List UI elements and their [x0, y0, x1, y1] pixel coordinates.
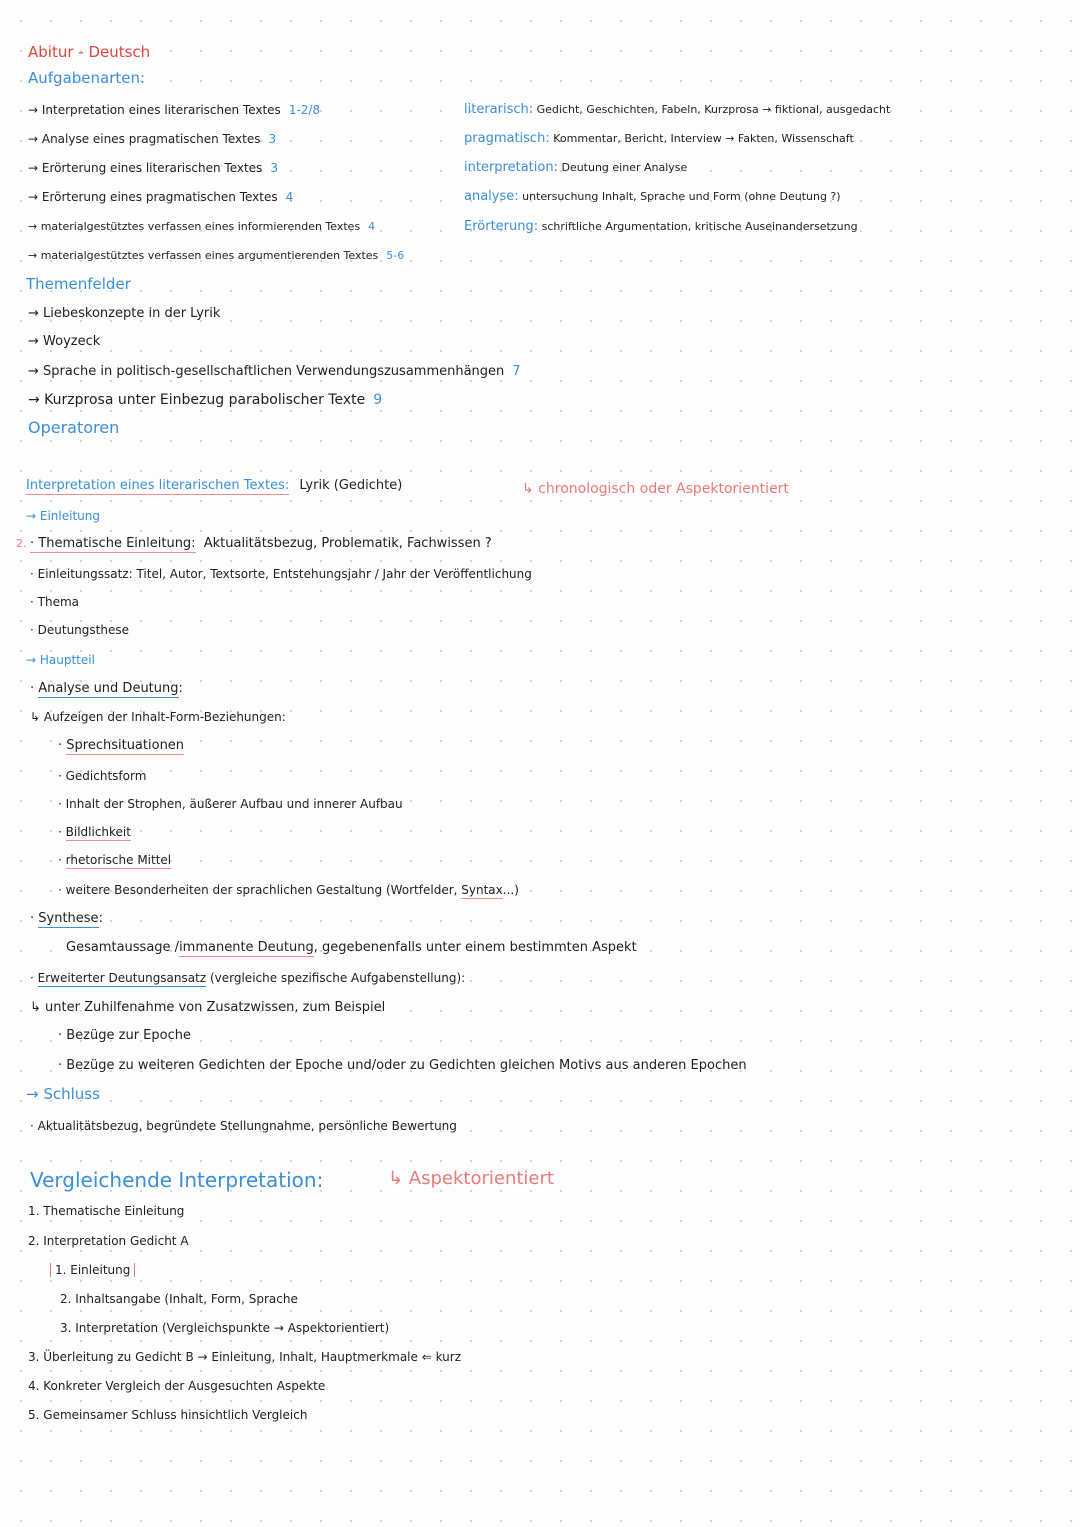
interpretation-note: ↳ chronologisch oder Aspektorientiert: [522, 481, 789, 497]
hauptteil-heading: → Hauptteil: [26, 653, 95, 667]
schluss-text: · Aktualitätsbezug, begründete Stellungnahme, persönliche Bewertung: [30, 1119, 457, 1133]
list-item: → Kurzprosa unter Einbezug parabolischer Texte 9: [28, 392, 383, 408]
themenfelder-heading: Themenfelder: [26, 275, 131, 293]
gesamtaussage: Gesamtaussage /immanente Deutung, gegebenenfalls unter einem bestimmten Aspekt: [66, 940, 637, 955]
vergleichende-heading: Vergleichende Interpretation:: [30, 1168, 324, 1192]
list-item: 3. Interpretation (Vergleichspunkte → Aspektorientiert): [60, 1321, 390, 1335]
marker: 2.: [16, 537, 27, 550]
vergleichende-note: ↳ Aspektorientiert: [388, 1168, 554, 1189]
thematische-einleitung: · Thematische Einleitung: Aktualitätsbezug, Problematik, Fachwissen ?: [30, 536, 492, 551]
definition-interpretation: interpretation: Deutung einer Analyse: [464, 160, 688, 175]
list-item: 5. Gemeinsamer Schluss hinsichtlich Vergleich: [28, 1408, 308, 1422]
rhetorische-mittel: · rhetorische Mittel: [58, 853, 172, 867]
synthese: · Synthese:: [30, 911, 103, 926]
inhalt-der-strophen: · Inhalt der Strophen, äußerer Aufbau und innerer Aufbau: [58, 797, 403, 811]
list-item: 2. Interpretation Gedicht A: [28, 1234, 189, 1248]
list-item: 4. Konkreter Vergleich der Ausgesuchten Aspekte: [28, 1379, 326, 1393]
aufgabenarten-heading: Aufgabenarten:: [28, 69, 146, 87]
aufzeigen: ↳ Aufzeigen der Inhalt-Form-Beziehungen:: [30, 710, 286, 724]
list-item: → Woyzeck: [28, 334, 101, 349]
list-item: 1. Einleitung: [50, 1262, 135, 1278]
definition-pragmatisch: pragmatisch: Kommentar, Bericht, Interview → Fakten, Wissenschaft: [464, 131, 854, 146]
definition-analyse: analyse: untersuchung Inhalt, Sprache und Form (ohne Deutung ?): [464, 189, 841, 204]
operatoren-heading: Operatoren: [28, 418, 120, 437]
definition-eroerterung: Erörterung: schriftliche Argumentation, kritische Auseinandersetzung: [464, 219, 858, 234]
list-item: → Erörterung eines pragmatischen Textes 4: [28, 190, 294, 204]
zusatzwissen: ↳ unter Zuhilfenahme von Zusatzwissen, zum Beispiel: [30, 1000, 386, 1015]
erweiterter-deutungsansatz: · Erweiterter Deutungsansatz (vergleiche spezifische Aufgabenstellung):: [30, 971, 466, 985]
list-item: 2. Inhaltsangabe (Inhalt, Form, Sprache: [60, 1292, 298, 1306]
list-item: → Sprache in politisch-gesellschaftlichen Verwendungszusammenhängen 7: [28, 364, 521, 379]
list-item: 1. Thematische Einleitung: [28, 1204, 185, 1218]
page-title: Abitur - Deutsch: [28, 43, 151, 61]
einleitung-heading: → Einleitung: [26, 509, 100, 523]
list-item: 3. Überleitung zu Gedicht B → Einleitung, Inhalt, Hauptmerkmale ⇐ kurz: [28, 1350, 461, 1364]
einleitungssatz: · Einleitungssatz: Titel, Autor, Textsorte, Entstehungsjahr / Jahr der Veröffentlichung: [30, 567, 532, 581]
list-item: → Erörterung eines literarischen Textes 3: [28, 161, 278, 175]
weitere-besonderheiten: · weitere Besonderheiten der sprachlichen Gestaltung (Wortfelder, Syntax...): [58, 883, 519, 897]
list-item: → materialgestütztes verfassen eines informierenden Textes 4: [28, 220, 376, 233]
interpretation-heading: Interpretation eines literarischen Textes: Lyrik (Gedichte): [26, 478, 403, 493]
thema: · Thema: [30, 595, 79, 609]
list-item: → materialgestütztes verfassen eines argumentierenden Textes 5-6: [28, 249, 405, 262]
schluss-heading: → Schluss: [26, 1085, 100, 1103]
bezuege-weitere: · Bezüge zu weiteren Gedichten der Epoche und/oder zu Gedichten gleichen Motivs aus anderen Epochen: [58, 1058, 747, 1073]
sprechsituationen: · Sprechsituationen: [58, 738, 185, 753]
list-item: → Interpretation eines literarischen Textes 1-2/8: [28, 103, 321, 117]
definition-literarisch: literarisch: Gedicht, Geschichten, Fabeln, Kurzprosa → fiktional, ausgedacht: [464, 102, 891, 117]
deutungsthese: · Deutungsthese: [30, 623, 129, 637]
bildlichkeit: · Bildlichkeit: [58, 825, 131, 839]
bezuege-epoche: · Bezüge zur Epoche: [58, 1028, 191, 1043]
analyse-und-deutung: · Analyse und Deutung:: [30, 681, 183, 696]
list-item: → Liebeskonzepte in der Lyrik: [28, 306, 221, 321]
gedichtsform: · Gedichtsform: [58, 769, 147, 783]
list-item: → Analyse eines pragmatischen Textes 3: [28, 132, 277, 146]
